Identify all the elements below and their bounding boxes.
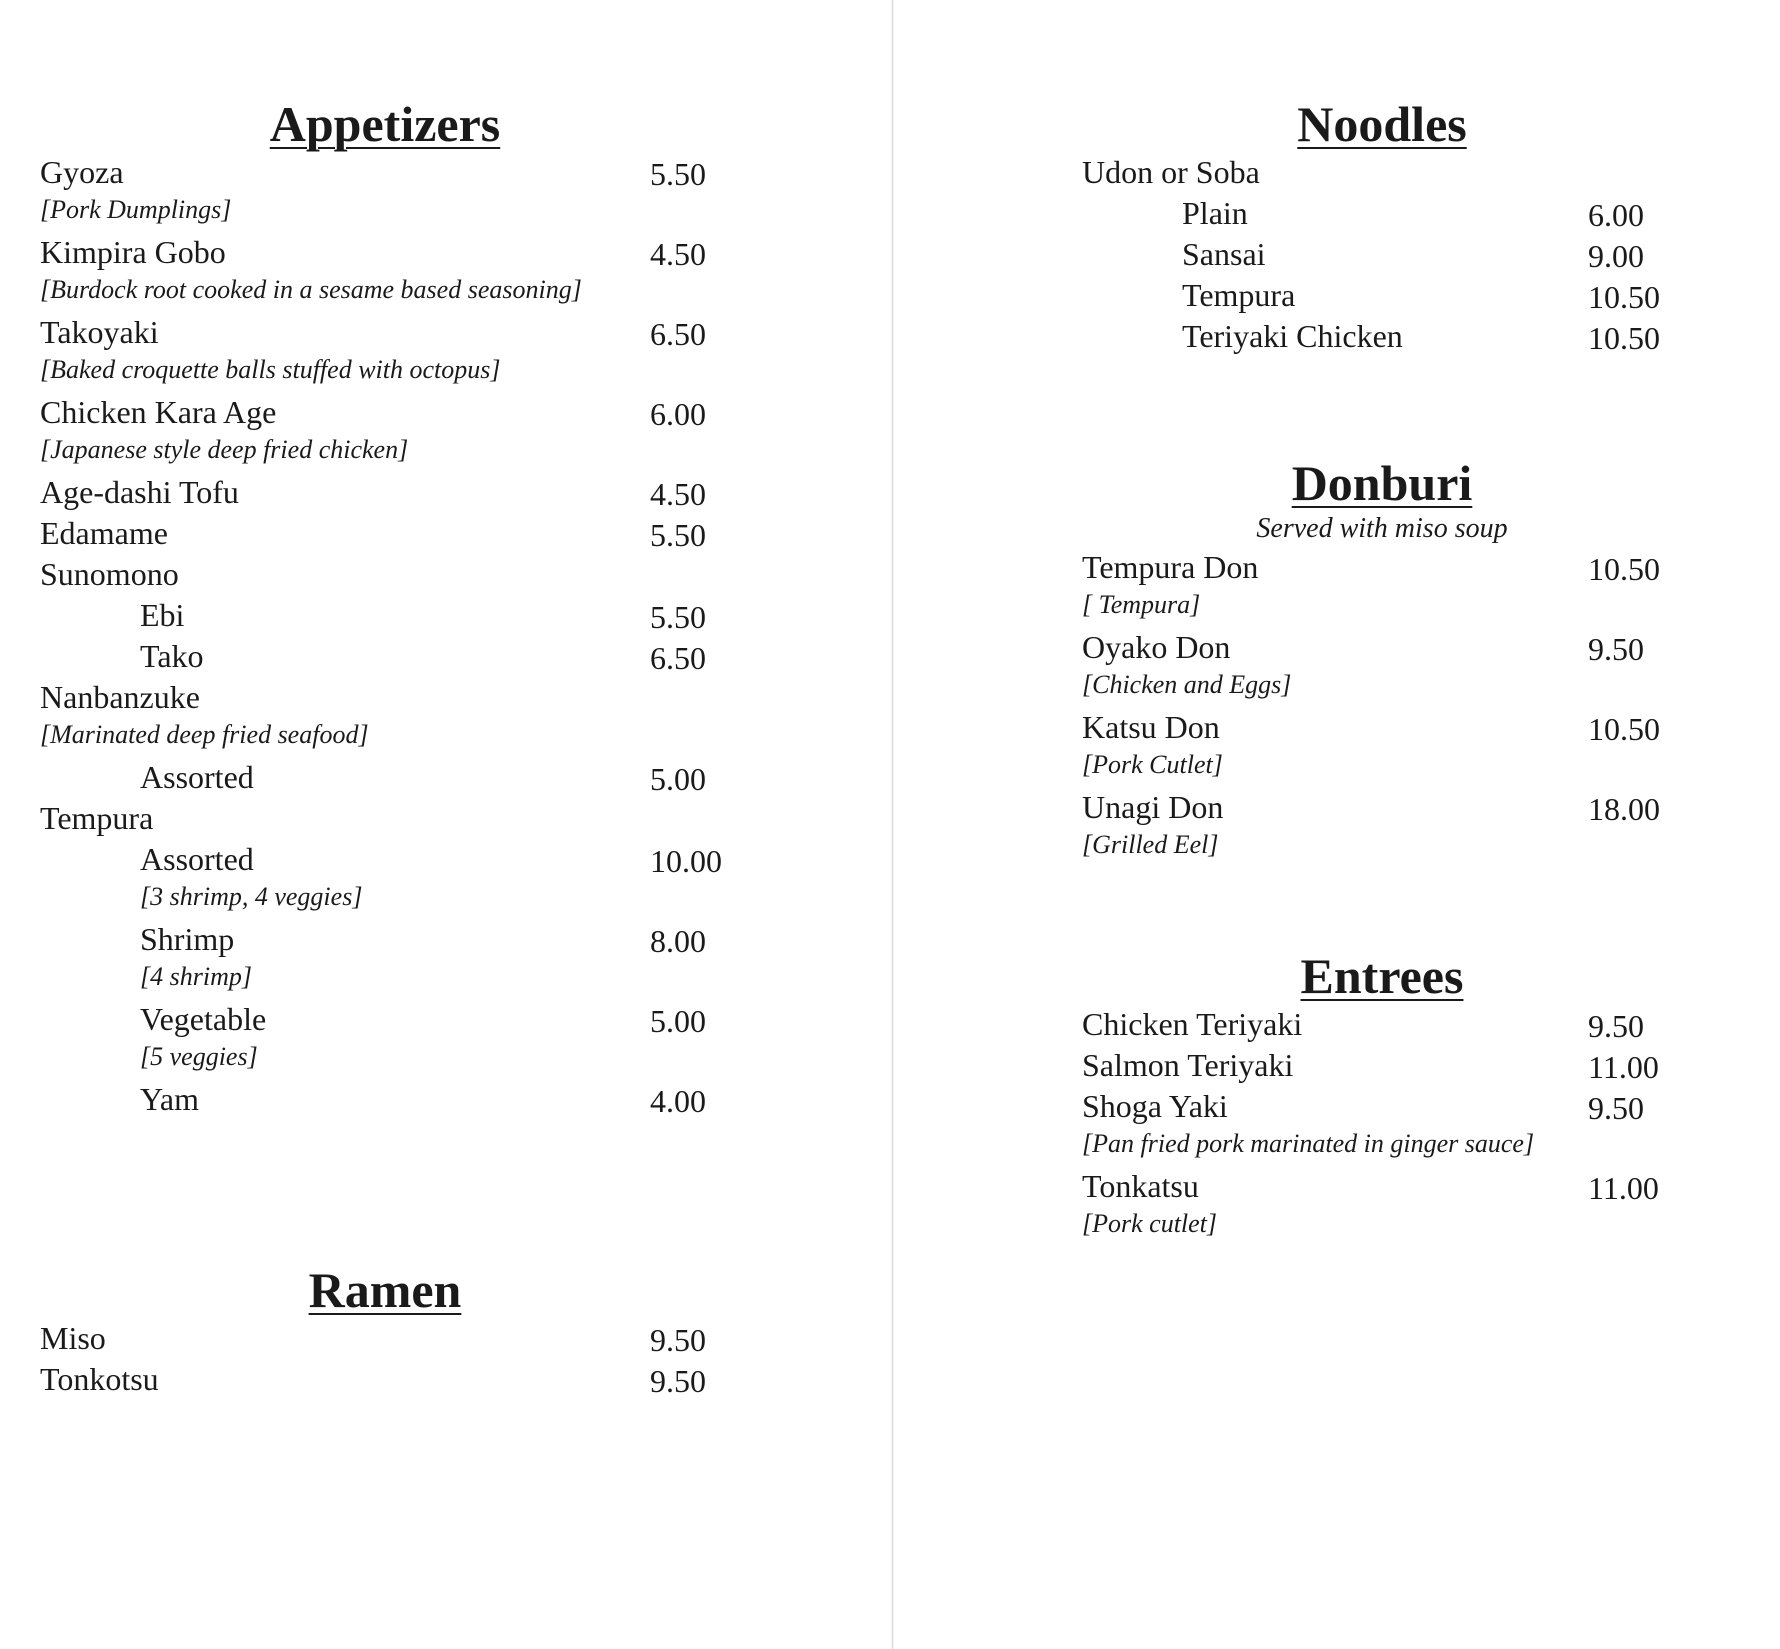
menu-item-name: Salmon Teriyaki [1082,1047,1294,1083]
menu-item-description: [Japanese style deep fried chicken] [40,435,409,464]
menu-item-name: Tempura [40,800,154,836]
menu-item [40,757,730,798]
menu-item [1082,1004,1682,1045]
menu-item-description: [Pork Dumplings] [40,195,232,224]
menu-item-name: Plain [1182,195,1248,231]
menu-item [1082,234,1682,275]
menu-item-price: 8.00 [650,923,706,959]
menu-item-price: 4.50 [650,236,706,272]
menu-item [1082,152,1682,193]
menu-item [40,636,730,677]
menu-item-price: 9.50 [1588,1090,1644,1126]
menu-item [40,1318,730,1359]
menu-item-price: 9.50 [1588,631,1644,667]
menu-item-name: Chicken Kara Age [40,394,277,430]
menu-item-name: Oyako Don [1082,629,1231,665]
menu-item-description: [Grilled Eel] [1082,830,1219,859]
menu-item [40,1079,730,1120]
menu-item-name: Nanbanzuke [40,679,200,715]
menu-item-price: 5.00 [650,1003,706,1039]
section-ramen [40,1262,730,1400]
menu-item-price: 4.50 [650,476,706,512]
menu-item-name: Chicken Teriyaki [1082,1006,1303,1042]
menu-item [40,919,730,960]
menu-item-name: Miso [40,1320,106,1356]
menu-item [40,312,730,353]
menu-item [40,472,730,513]
menu-item-description: [Pork cutlet] [1082,1209,1218,1238]
menu-item-price: 5.50 [650,156,706,192]
menu-item-price: 11.00 [1588,1170,1659,1206]
menu-item-price: 6.50 [650,640,706,676]
menu-item-name: Yam [140,1081,199,1117]
menu-item [40,554,730,595]
section-title-donburi: Donburi [1291,455,1473,511]
menu-item [40,839,730,880]
menu-item-name: Tako [140,638,204,674]
menu-item-price: 6.00 [1588,197,1644,233]
menu-item-name: Teriyaki Chicken [1182,318,1403,354]
menu-item-description: [Pork Cutlet] [1082,750,1223,779]
menu-item-name: Tempura Don [1082,549,1259,585]
menu-item [40,392,730,433]
menu-item-name: Sunomono [40,556,179,592]
menu-item-description: [Baked croquette balls stuffed with octopus] [40,355,501,384]
menu-item [1082,1086,1682,1127]
menu-item-price: 9.00 [1588,238,1644,274]
page-fold [891,0,894,1649]
menu-item-description: [Burdock root cooked in a sesame based seasoning] [40,275,582,304]
menu-item-price: 10.00 [650,843,722,879]
menu-item [1082,316,1682,357]
item-list [40,1318,730,1400]
menu-item-price: 6.00 [650,396,706,432]
menu-item-name: Unagi Don [1082,789,1224,825]
menu-item [40,677,730,718]
item-list [1082,1004,1682,1240]
menu-item [40,999,730,1040]
menu-item-price: 6.50 [650,316,706,352]
menu-item-name: Assorted [140,759,254,795]
menu-item-name: Kimpira Gobo [40,234,226,270]
section-appetizers [40,96,730,1120]
menu-item-price: 10.50 [1588,279,1660,315]
menu-item-name: Shrimp [140,921,235,957]
menu-item [40,798,730,839]
menu-item-price: 9.50 [650,1322,706,1358]
menu-item-price: 5.50 [650,599,706,635]
item-list [1082,152,1682,357]
section-donburi [1082,455,1682,867]
menu-item-price: 10.50 [1588,711,1660,747]
menu-item-name: Sansai [1182,236,1266,272]
menu-item-name: Tempura [1182,277,1296,313]
menu-item-name: Edamame [40,515,168,551]
menu-item [1082,627,1682,668]
menu-item-name: Takoyaki [40,314,159,350]
section-title-entrees: Entrees [1300,948,1464,1004]
menu-item [1082,193,1682,234]
menu-item [1082,275,1682,316]
menu-item-name: Katsu Don [1082,709,1220,745]
menu-item-price: 9.50 [650,1363,706,1399]
item-list [40,152,730,1120]
section-title-ramen: Ramen [308,1262,462,1318]
menu-item [1082,547,1682,588]
menu-item-description: [5 veggies] [140,1042,258,1071]
menu-item-description: [Marinated deep fried seafood] [40,720,369,749]
menu-item-description: [Pan fried pork marinated in ginger sauce] [1082,1129,1535,1158]
menu-item [1082,1166,1682,1207]
menu-item-price: 5.00 [650,761,706,797]
section-title-appetizers: Appetizers [269,96,501,152]
menu-item [1082,787,1682,828]
menu-item-price: 10.50 [1588,551,1660,587]
menu-item-description: [Chicken and Eggs] [1082,670,1292,699]
menu-item-price: 10.50 [1588,320,1660,356]
menu-item [40,1359,730,1400]
menu-item-price: 9.50 [1588,1008,1644,1044]
item-list [1082,547,1682,861]
section-title-noodles: Noodles [1297,96,1467,152]
menu-item-description: [3 shrimp, 4 veggies] [140,882,363,911]
menu-item [40,152,730,193]
menu-item-price: 18.00 [1588,791,1660,827]
menu-item-name: Tonkotsu [40,1361,159,1397]
menu-item-price: 11.00 [1588,1049,1659,1085]
menu-item-description: [4 shrimp] [140,962,252,991]
menu-item-name: Udon or Soba [1082,154,1260,190]
menu-item-name: Tonkatsu [1082,1168,1199,1204]
menu-item [40,595,730,636]
menu-item-name: Age-dashi Tofu [40,474,239,510]
menu-item-name: Shoga Yaki [1082,1088,1228,1124]
menu-item [40,513,730,554]
menu-item-price: 4.00 [650,1083,706,1119]
menu-item-name: Gyoza [40,154,124,190]
menu-item-name: Assorted [140,841,254,877]
menu-item-description: [ Tempura] [1082,590,1201,619]
menu-item-name: Vegetable [140,1001,267,1037]
section-subtitle-donburi: Served with miso soup [1256,513,1508,544]
menu-item [1082,707,1682,748]
section-noodles [1082,96,1682,357]
menu-item [40,232,730,273]
menu-item-price: 5.50 [650,517,706,553]
section-entrees [1082,948,1682,1246]
menu-item-name: Ebi [140,597,185,633]
menu-item [1082,1045,1682,1086]
